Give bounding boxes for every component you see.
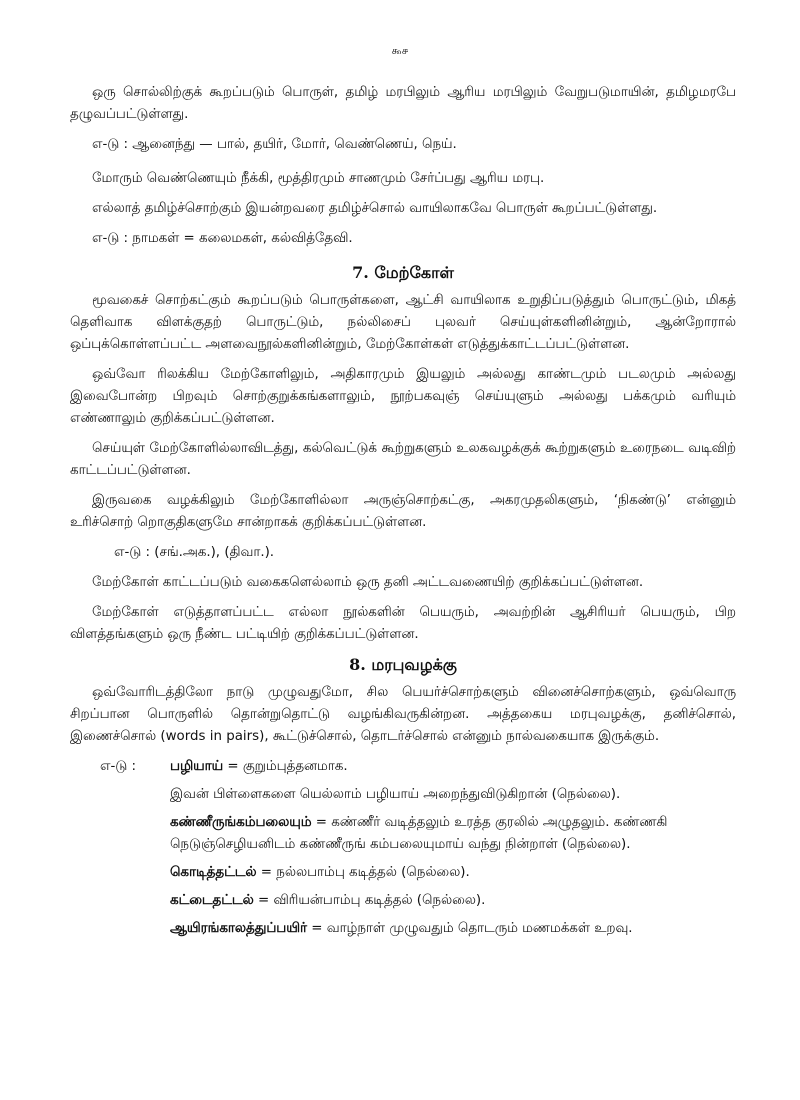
entry-definition: = கண்ணீர் வடித்தலும் உரத்த குரலில் அழுதலும். கண்ணகி நெடுஞ்செழியனிடம் கண்ணீருங் கம்பலையுமாய் வந்து நின்றாள் (நெல்லை). bbox=[170, 815, 668, 852]
entry-term: கொடித்தட்டல் bbox=[170, 865, 257, 880]
example-entry bbox=[170, 862, 736, 884]
example-label: எ-டு : bbox=[100, 759, 137, 774]
example-line: எ-டு : ஆனைந்து — பால், தயிர், மோர், வெண்ணெய், நெய். bbox=[92, 137, 457, 152]
example-entry bbox=[170, 890, 736, 912]
example-line: எ-டு : நாமகள் = கலைமகள், கல்வித்தேவி. bbox=[92, 231, 353, 246]
paragraph: மூவகைச் சொற்கட்கும் கூறப்படும் பொருள்களை, ஆட்சி வாயிலாக உறுதிப்படுத்தும் பொருட்டும், மிகத் தெளிவாக விளக்குதற் பொருட்டும், நல்லிசைப் புலவர் செய்யுள்களினின்றும், ஆன்றோரால் ஒப்புக்கொள்ளப்பட்ட அளவைநூல்களினின்றும், மேற்கோள்கள் எடுத்துக்காட்டப்பட்டுள்ளன. bbox=[70, 293, 736, 352]
example-row bbox=[70, 756, 736, 946]
paragraph: செய்யுள் மேற்கோளில்லாவிடத்து, கல்வெட்டுக் கூற்றுகளும் உலகவழக்குக் கூற்றுகளும் உரைநடை வடிவிற் காட்டப்பட்டுள்ளன. bbox=[70, 441, 736, 478]
paragraph: ஒவ்வோரிடத்திலோ நாடு முழுவதுமோ, சில பெயர்ச்சொற்களும் வினைச்சொற்களும், ஒவ்வொரு சிறப்பான பொருளில் தொன்றுதொட்டு வழங்கிவருகின்றன. அத்தகைய மரபுவழக்கு, தனிச்சொல், இணைச்சொல் (words in pairs), கூட்டுச்சொல், தொடர்ச்சொல் என்னும் நால்வகையாக இருக்கும். bbox=[70, 685, 736, 744]
example-body bbox=[170, 756, 736, 946]
entry-definition: = நல்லபாம்பு கடித்தல் (நெல்லை). bbox=[256, 865, 470, 880]
paragraph: ஒவ்வோ ரிலக்கிய மேற்கோளிலும், அதிகாரமும் இயலும் அல்லது காண்டமும் படலமும் அல்லது இவைபோன்ற பிறவும் சொற்குறுக்கங்களாலும், நூற்பகவுஞ் செய்யுளும் அல்லது பக்கமும் வரியும் எண்ணாலும் குறிக்கப்பட்டுள்ளன. bbox=[70, 367, 736, 426]
example-entry bbox=[170, 756, 736, 778]
example-line: எ-டு : (சங்.அக.), (திவா.). bbox=[114, 545, 275, 560]
paragraph: மேற்கோள் காட்டப்படும் வகைகளெல்லாம் ஒரு தனி அட்டவணையிற் குறிக்கப்பட்டுள்ளன. bbox=[92, 575, 644, 590]
paragraph: மோரும் வெண்ணெயும் நீக்கி, மூத்திரமும் சாணமும் சேர்ப்பது ஆரிய மரபு. bbox=[92, 171, 545, 186]
entry-term: கண்ணீருங்கம்பலையும் bbox=[170, 815, 312, 830]
example-sentence: இவன் பிள்ளைகளை யெல்லாம் பழியாய் அறைந்துவிடுகிறான் (நெல்லை). bbox=[170, 787, 621, 802]
entry-term: பழியாய் bbox=[170, 759, 224, 774]
paragraph: எல்லாத் தமிழ்ச்சொற்கும் இயன்றவரை தமிழ்ச்சொல் வாயிலாகவே பொருள் கூறப்பட்டுள்ளது. bbox=[92, 201, 658, 216]
example-list bbox=[70, 756, 736, 946]
example-entry bbox=[170, 812, 736, 856]
entry-definition: = குறும்புத்தனமாக. bbox=[223, 759, 348, 774]
page-number: ௯௪ bbox=[391, 44, 409, 57]
paragraph: மேற்கோள் எடுத்தாளப்பட்ட எல்லா நூல்களின் பெயரும், அவற்றின் ஆசிரியர் பெயரும், பிற விளத்தங்களும் ஒரு நீண்ட பட்டியிற் குறிக்கப்பட்டுள்ளன. bbox=[70, 605, 736, 642]
page-body bbox=[70, 82, 736, 946]
entry-definition: = விரியன்பாம்பு கடித்தல் (நெல்லை). bbox=[253, 893, 486, 908]
entry-term: கட்டைதட்டல் bbox=[170, 893, 254, 908]
section-heading-7: 7. மேற்கோள் bbox=[352, 263, 454, 282]
entry-term: ஆயிரங்காலத்துப்பயிர் bbox=[170, 921, 308, 936]
entry-definition: = வாழ்நாள் முழுவதும் தொடரும் மணமக்கள் உறவு. bbox=[307, 921, 633, 936]
example-entry bbox=[170, 918, 736, 940]
section-heading-8: 8. மரபுவழக்கு bbox=[349, 655, 457, 674]
paragraph: ஒரு சொல்லிற்குக் கூறப்படும் பொருள், தமிழ் மரபிலும் ஆரிய மரபிலும் வேறுபடுமாயின், தமிழமரபே தழுவப்பட்டுள்ளது. bbox=[70, 85, 736, 122]
paragraph: இருவகை வழக்கிலும் மேற்கோளில்லா அருஞ்சொற்கட்கு, அகரமுதலிகளும், ‘நிகண்டு’ என்னும் உரிச்சொற் றொகுதிகளுமே சான்றாகக் குறிக்கப்பட்டுள்ளன. bbox=[70, 493, 736, 530]
